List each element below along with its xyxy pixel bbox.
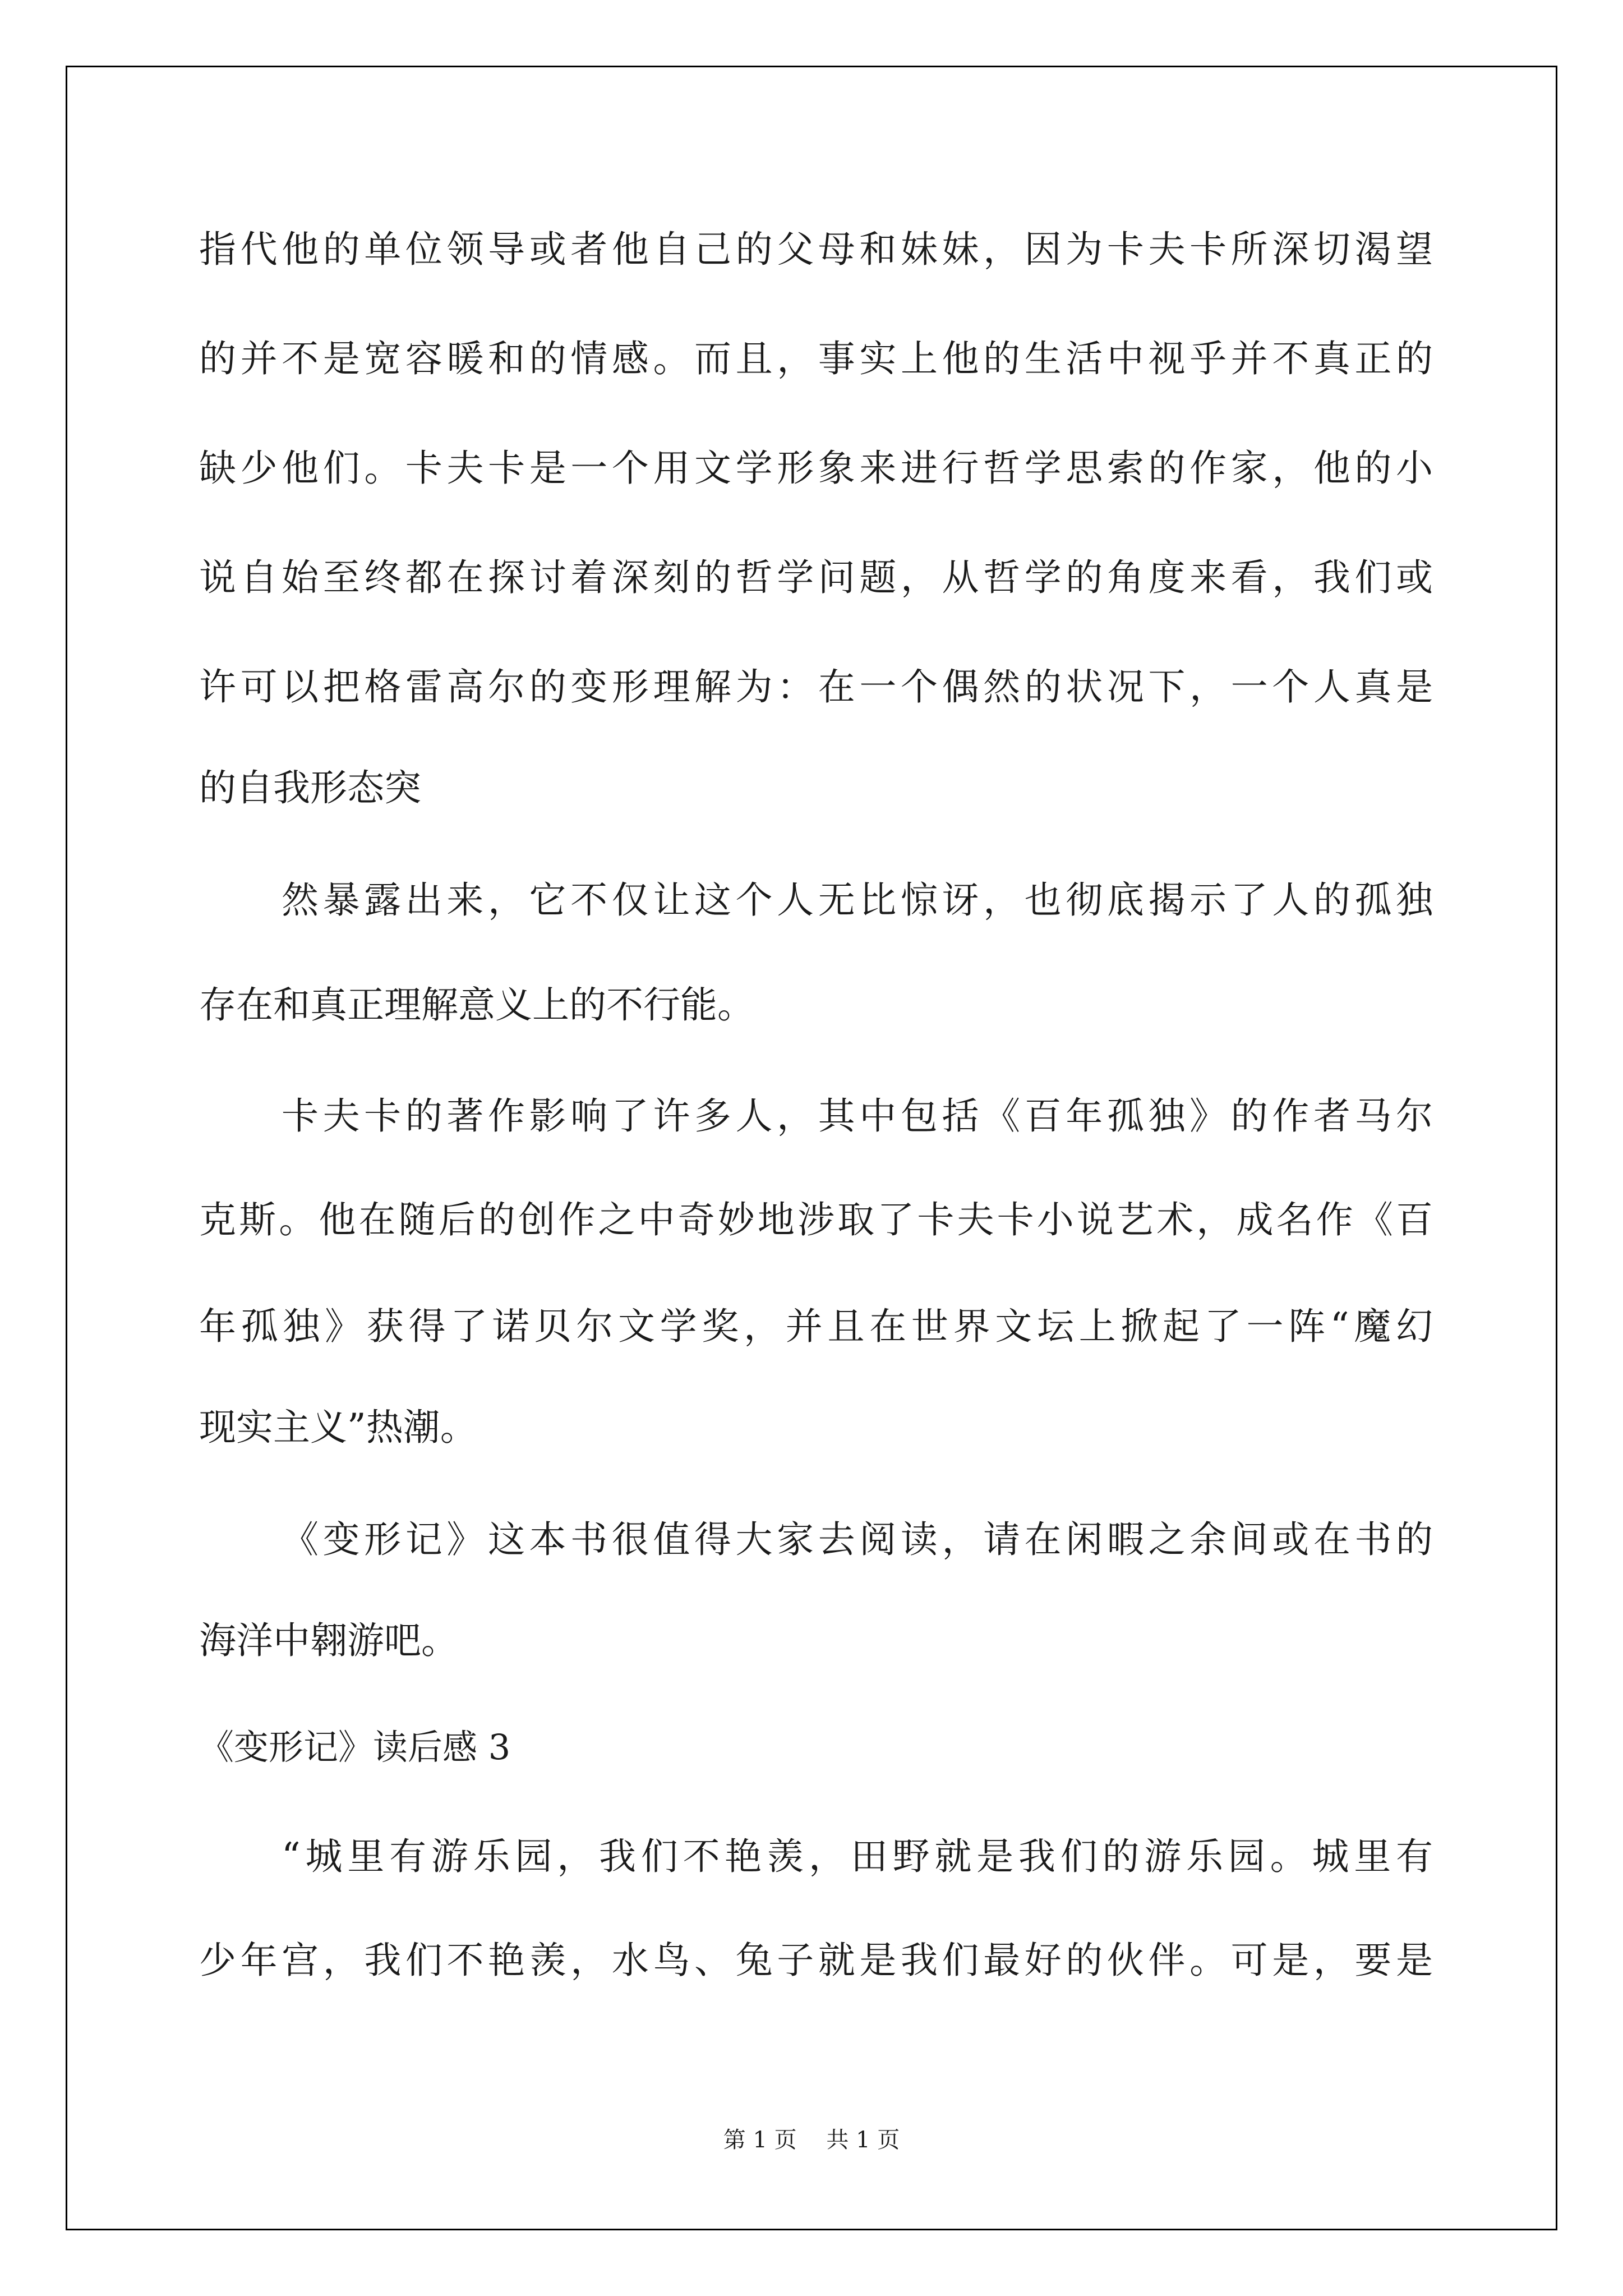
page-footer [0,2126,1623,2154]
text-line: 海洋中翱游吧。 [199,1619,458,1662]
text-line: “城里有游乐园，我们不艳羡，田野就是我们的游乐园。城里有 [282,1835,1433,1878]
text-line: 年孤独》获得了诺贝尔文学奖，并且在世界文坛上掀起了一阵“魔幻 [199,1305,1433,1348]
page-total: 共 1 页 [826,2127,900,2153]
text-line: 许可以把格雷高尔的变形理解为：在一个偶然的状况下，一个人真是 [199,665,1433,708]
text-line: 卡夫卡的著作影响了许多人，其中包括《百年孤独》的作者马尔 [282,1094,1433,1138]
text-line: 存在和真正理解意义上的不行能。 [199,983,754,1027]
text-line: 现实主义”热潮。 [199,1406,477,1449]
text-line: 克斯。他在随后的创作之中奇妙地涉取了卡夫卡小说艺术，成名作《百 [199,1198,1433,1241]
text-line: 然暴露出来，它不仅让这个人无比惊讶，也彻底揭示了人的孤独 [282,878,1433,922]
text-line: 缺少他们。卡夫卡是一个用文学形象来进行哲学思索的作家，他的小 [199,447,1433,490]
text-line: 《变形记》这本书很值得大家去阅读，请在闲暇之余间或在书的 [282,1518,1433,1561]
page-number: 第 1 页 [723,2127,797,2153]
text-line: 的自我形态突 [199,766,421,809]
page-border [66,66,1557,2230]
text-line: 的并不是宽容暖和的情感。而且，事实上他的生活中视乎并不真正的 [199,337,1433,380]
text-line: 指代他的单位领导或者他自己的父母和妹妹，因为卡夫卡所深切渴望 [199,228,1433,271]
text-line: 说自始至终都在探讨着深刻的哲学问题，从哲学的角度来看，我们或 [199,556,1433,599]
text-line: 少年宫，我们不艳羡，水鸟、兔子就是我们最好的伙伴。可是，要是 [199,1939,1433,1982]
section-heading: 《变形记》读后感 3 [199,1727,511,1768]
